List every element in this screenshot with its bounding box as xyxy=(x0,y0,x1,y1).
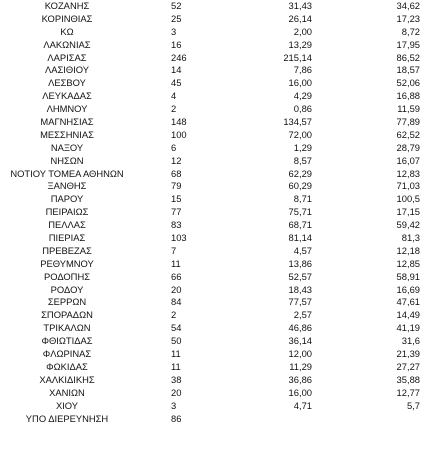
region-name-cell: ΠΕΙΡΑΙΩΣ xyxy=(45,206,89,218)
average-cell: 4,29 xyxy=(293,90,312,102)
cases-cell: 3 xyxy=(171,25,177,37)
cases-cell: 25 xyxy=(171,12,182,24)
rate-cell: 59,42 xyxy=(396,219,420,231)
region-name-cell: ΡΕΘΥΜΝΟΥ xyxy=(40,257,94,269)
average-cell: 52,57 xyxy=(288,270,312,282)
rate-cell: 27,27 xyxy=(396,360,420,372)
rate-cell: 62,52 xyxy=(396,128,420,140)
average-cell: 77,57 xyxy=(288,296,312,308)
table-row xyxy=(0,232,431,245)
table-row xyxy=(0,374,431,387)
cases-cell: 52 xyxy=(171,0,182,11)
rate-cell: 52,06 xyxy=(396,77,420,89)
region-name-cell: ΦΩΚΙΔΑΣ xyxy=(46,360,88,372)
rate-cell: 71,03 xyxy=(396,180,420,192)
table-row xyxy=(0,335,431,348)
rate-cell: 16,07 xyxy=(396,154,420,166)
region-name-cell: ΧΑΛΚΙΔΙΚΗΣ xyxy=(39,373,95,385)
rate-cell: 8,72 xyxy=(401,25,420,37)
region-name-cell: ΛΕΥΚΑΔΑΣ xyxy=(42,90,92,102)
rate-cell: 81,3 xyxy=(401,232,420,244)
cases-cell: 11 xyxy=(171,360,181,372)
cases-cell: 45 xyxy=(171,77,182,89)
region-name-cell: ΛΗΜΝΟΥ xyxy=(46,103,88,115)
average-cell: 134,57 xyxy=(283,116,312,128)
table-row xyxy=(0,129,431,142)
rate-cell: 28,79 xyxy=(396,141,420,153)
table-row xyxy=(0,90,431,103)
region-name-cell: ΦΛΩΡΙΝΑΣ xyxy=(42,348,92,360)
average-cell: 81,14 xyxy=(288,232,312,244)
rate-cell: 86,52 xyxy=(396,51,420,63)
average-cell: 13,29 xyxy=(288,38,312,50)
table-row xyxy=(0,271,431,284)
rate-cell: 58,91 xyxy=(396,270,420,282)
average-cell: 16,00 xyxy=(288,77,312,89)
rate-cell: 21,39 xyxy=(396,348,420,360)
rate-cell: 17,95 xyxy=(396,38,420,50)
table-row xyxy=(0,180,431,193)
rate-cell: 47,61 xyxy=(396,296,420,308)
cases-cell: 2 xyxy=(171,309,177,321)
table-row xyxy=(0,13,431,26)
average-cell: 46,86 xyxy=(288,322,312,334)
region-name-cell: ΧΑΝΙΩΝ xyxy=(49,386,85,398)
rate-cell: 12,18 xyxy=(396,244,420,256)
table-row xyxy=(0,206,431,219)
average-cell: 8,71 xyxy=(293,193,312,205)
region-name-cell: ΝΗΣΩΝ xyxy=(50,154,84,166)
cases-cell: 14 xyxy=(171,64,182,76)
cases-cell: 77 xyxy=(171,206,182,218)
average-cell: 36,86 xyxy=(288,373,312,385)
average-cell: 11,29 xyxy=(289,360,312,372)
cases-cell: 4 xyxy=(171,90,177,102)
rate-cell: 14,49 xyxy=(396,309,420,321)
table-row xyxy=(0,0,431,13)
table-row xyxy=(0,116,431,129)
table-row xyxy=(0,284,431,297)
average-cell: 2,57 xyxy=(293,309,312,321)
region-name-cell: ΠΕΛΛΑΣ xyxy=(48,219,86,231)
average-cell: 215,14 xyxy=(283,51,312,63)
average-cell: 16,00 xyxy=(288,386,312,398)
region-name-cell: ΚΟΖΑΝΗΣ xyxy=(44,0,90,11)
average-cell: 12,00 xyxy=(288,348,312,360)
rate-cell: 12,85 xyxy=(396,257,420,269)
region-name-cell: ΚΩ xyxy=(60,25,74,37)
region-name-cell: ΠΙΕΡΙΑΣ xyxy=(48,232,86,244)
region-name-cell: ΠΑΡΟΥ xyxy=(50,193,84,205)
rate-cell: 17,23 xyxy=(396,12,420,24)
average-cell: 8,57 xyxy=(293,154,312,166)
average-cell: 36,14 xyxy=(288,335,312,347)
table-row xyxy=(0,387,431,400)
rate-cell: 31,6 xyxy=(401,335,420,347)
cases-cell: 246 xyxy=(171,51,187,63)
table-row xyxy=(0,155,431,168)
region-name-cell: ΝΑΞΟΥ xyxy=(50,141,84,153)
table-row xyxy=(0,361,431,374)
rate-cell: 100,5 xyxy=(396,193,420,205)
cases-cell: 11 xyxy=(171,348,181,360)
average-cell: 75,71 xyxy=(288,206,312,218)
average-cell: 7,86 xyxy=(293,64,312,76)
average-cell: 2,00 xyxy=(293,25,312,37)
cases-cell: 20 xyxy=(171,283,182,295)
average-cell: 62,29 xyxy=(288,167,312,179)
cases-cell: 103 xyxy=(171,232,187,244)
table-row xyxy=(0,400,431,413)
region-name-cell: ΠΡΕΒΕΖΑΣ xyxy=(42,244,92,256)
cases-cell: 12 xyxy=(171,154,182,166)
table-row xyxy=(0,309,431,322)
table-row xyxy=(0,258,431,271)
region-name-cell: ΛΑΚΩΝΙΑΣ xyxy=(43,38,91,50)
cases-cell: 148 xyxy=(171,116,187,128)
cases-cell: 54 xyxy=(171,322,182,334)
table-row xyxy=(0,413,431,426)
table-row xyxy=(0,52,431,65)
region-name-cell: ΦΘΙΩΤΙΔΑΣ xyxy=(41,335,93,347)
region-name-cell: ΚΟΡΙΝΘΙΑΣ xyxy=(41,12,93,24)
rate-cell: 11,59 xyxy=(397,103,420,115)
rate-cell: 77,89 xyxy=(396,116,420,128)
cases-cell: 3 xyxy=(171,399,177,411)
cases-cell: 84 xyxy=(171,296,182,308)
cases-cell: 66 xyxy=(171,270,182,282)
region-name-cell: ΡΟΔΟΠΗΣ xyxy=(43,270,91,282)
rate-cell: 16,69 xyxy=(396,283,420,295)
region-name-cell: ΧΙΟΥ xyxy=(55,399,79,411)
table-row xyxy=(0,77,431,90)
rate-cell: 34,62 xyxy=(396,0,420,11)
average-cell: 4,57 xyxy=(293,244,312,256)
rate-cell: 16,88 xyxy=(396,90,420,102)
region-name-cell: ΜΑΓΝΗΣΙΑΣ xyxy=(40,116,94,128)
table-row xyxy=(0,168,431,181)
table-row xyxy=(0,219,431,232)
table-row xyxy=(0,245,431,258)
rate-cell: 12,83 xyxy=(396,167,420,179)
region-name-cell: ΛΕΣΒΟΥ xyxy=(48,77,86,89)
cases-cell: 20 xyxy=(171,386,182,398)
table-row xyxy=(0,142,431,155)
region-name-cell: ΡΟΔΟΥ xyxy=(50,283,84,295)
table-row xyxy=(0,296,431,309)
average-cell: 0,86 xyxy=(293,103,312,115)
table-row xyxy=(0,103,431,116)
average-cell: 31,43 xyxy=(288,0,312,11)
cases-cell: 100 xyxy=(171,128,187,140)
average-cell: 4,71 xyxy=(293,399,312,411)
rate-cell: 41,19 xyxy=(396,322,420,334)
average-cell: 60,29 xyxy=(288,180,312,192)
rate-cell: 18,57 xyxy=(396,64,420,76)
rate-cell: 12,77 xyxy=(396,386,420,398)
cases-cell: 68 xyxy=(171,167,182,179)
average-cell: 13,86 xyxy=(288,257,312,269)
table-row xyxy=(0,348,431,361)
cases-cell: 16 xyxy=(171,38,182,50)
table-row xyxy=(0,193,431,206)
cases-cell: 2 xyxy=(171,103,177,115)
cases-cell: 7 xyxy=(171,244,177,256)
table-row xyxy=(0,322,431,335)
rate-cell: 35,88 xyxy=(396,373,420,385)
rate-cell: 5,7 xyxy=(406,399,420,411)
region-name-cell: ΛΑΣΙΘΙΟΥ xyxy=(44,64,90,76)
cases-cell: 6 xyxy=(171,141,177,153)
average-cell: 68,71 xyxy=(288,219,312,231)
average-cell: 18,43 xyxy=(288,283,312,295)
region-name-cell: ΣΕΡΡΩΝ xyxy=(47,296,87,308)
region-name-cell: ΛΑΡΙΣΑΣ xyxy=(47,51,87,63)
cases-cell: 50 xyxy=(171,335,182,347)
average-cell: 72,00 xyxy=(288,128,312,140)
table-row xyxy=(0,39,431,52)
region-name-cell: ΞΑΝΘΗΣ xyxy=(47,180,87,192)
region-name-cell: ΝΟΤΙΟΥ ΤΟΜΕΑ ΑΘΗΝΩΝ xyxy=(10,167,124,179)
average-cell: 1,29 xyxy=(293,141,312,153)
cases-cell: 79 xyxy=(171,180,182,192)
region-name-cell: ΣΠΟΡΑΔΩΝ xyxy=(41,309,93,321)
average-cell: 26,14 xyxy=(288,12,312,24)
cases-cell: 38 xyxy=(171,373,182,385)
region-name-cell: ΥΠΟ ΔΙΕΡΕΥΝΗΣΗ xyxy=(25,412,109,424)
rate-cell: 17,15 xyxy=(396,206,420,218)
cases-cell: 11 xyxy=(171,257,181,269)
table-row xyxy=(0,64,431,77)
region-name-cell: ΤΡΙΚΑΛΩΝ xyxy=(43,322,91,334)
cases-cell: 86 xyxy=(171,412,182,424)
table-row xyxy=(0,26,431,39)
cases-cell: 83 xyxy=(171,219,182,231)
region-name-cell: ΜΕΣΣΗΝΙΑΣ xyxy=(40,128,94,140)
cases-cell: 15 xyxy=(171,193,182,205)
